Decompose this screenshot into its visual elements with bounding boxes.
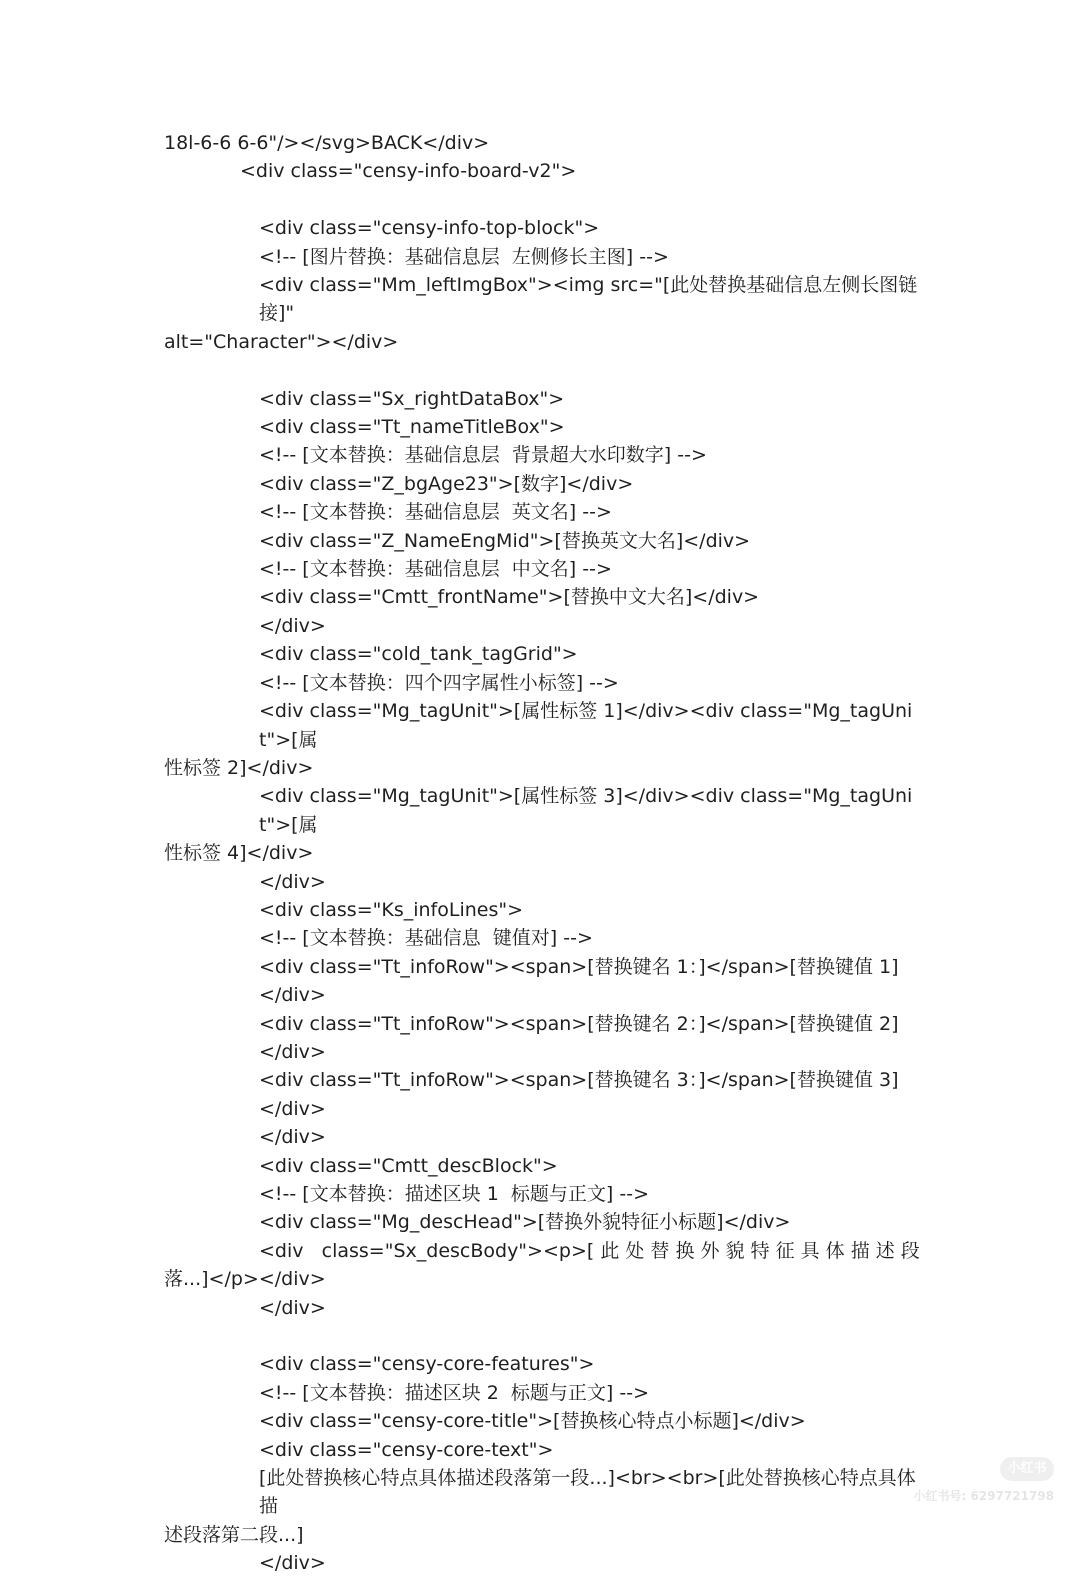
code-line: <div class="Mg_tagUnit">[属性标签 1]</div><div class="Mg_tagUnit">[属 xyxy=(259,700,913,751)
code-line: </div> xyxy=(259,1296,326,1319)
code-line-continuation: 性标签 4]</div> xyxy=(164,842,314,865)
code-line-continuation: 落...]</p></div> xyxy=(164,1268,326,1291)
code-comment-line: <!-- [文本替换：基础信息 键值对] --> xyxy=(259,927,593,950)
code-comment-line: <!-- [文本替换：基础信息层 中文名] --> xyxy=(259,558,612,581)
code-line: </div> xyxy=(259,870,326,893)
code-line: <div class="censy-core-features"> xyxy=(259,1353,595,1376)
code-line-continuation: alt="Character"></div> xyxy=(164,330,399,353)
code-line: </div> xyxy=(259,1126,326,1149)
code-line-continuation: 性标签 2]</div> xyxy=(164,756,314,779)
code-line: <div class="censy-core-text"> xyxy=(259,1438,554,1461)
blank-line xyxy=(164,1322,920,1350)
code-comment-line: <!-- [文本替换：基础信息层 背景超大水印数字] --> xyxy=(259,444,707,467)
code-line: [此处替换核心特点具体描述段落第一段...]<br><br>[此处替换核心特点具体描 xyxy=(259,1467,916,1518)
code-comment-line: <!-- [文本替换：描述区块 1 标题与正文] --> xyxy=(259,1183,649,1205)
code-line: 18l-6-6 6-6"/></svg>BACK</div> xyxy=(164,132,490,154)
code-line: <div class="Cmtt_descBlock"> xyxy=(259,1154,558,1177)
blank-line xyxy=(164,186,920,214)
code-line-continuation: 述段落第二段...] xyxy=(164,1523,304,1546)
code-comment-line: <!-- [文本替换：基础信息层 英文名] --> xyxy=(259,501,612,524)
code-line: </div> xyxy=(259,1552,326,1575)
xiaohongshu-watermark xyxy=(914,1457,1054,1504)
watermark-id: 小红书号: 6297721798 xyxy=(913,1489,1054,1503)
code-line: <div class="Cmtt_frontName">[替换中文大名]</div> xyxy=(259,586,760,609)
code-line: <div class="Mg_tagUnit">[属性标签 3]</div><div class="Mg_tagUnit">[属 xyxy=(259,785,913,836)
code-comment-line: <!-- [图片替换：基础信息层 左侧修长主图] --> xyxy=(259,245,669,268)
code-line: <div class="Mg_descHead">[替换外貌特征小标题]</div> xyxy=(259,1211,791,1234)
code-line: </div> xyxy=(259,614,326,637)
code-line: <div class="Sx_descBody"><p>[ 此 处 替 换 外 貌 特 征 具 体 描 述 段 xyxy=(259,1239,920,1262)
code-line: <div class="censy-info-top-block"> xyxy=(259,217,600,240)
code-line: <div class="Mm_leftImgBox"><img src="[此处替换基础信息左侧长图链接]" xyxy=(259,274,918,325)
code-line: <div class="Tt_infoRow"><span>[替换键名 2：]</span>[替换键值 2]</div> xyxy=(259,1012,899,1063)
code-line: <div class="censy-core-title">[替换核心特点小标题]</div> xyxy=(259,1410,806,1433)
code-line: <div class="censy-info-board-v2"> xyxy=(240,160,577,183)
xiaohongshu-logo: 小红书 xyxy=(1000,1457,1054,1481)
code-comment-line: <!-- [文本替换：四个四字属性小标签] --> xyxy=(259,671,619,694)
blank-line xyxy=(164,356,920,384)
code-comment-line: <!-- [文本替换：描述区块 2 标题与正文] --> xyxy=(259,1381,649,1404)
code-text-block xyxy=(164,129,920,1578)
code-line: <div class="Tt_infoRow"><span>[替换键名 1：]</span>[替换键值 1]</div> xyxy=(259,955,899,1007)
code-line: <div class="Tt_infoRow"><span>[替换键名 3：]</span>[替换键值 3]</div> xyxy=(259,1069,899,1120)
code-line: <div class="Tt_nameTitleBox"> xyxy=(259,416,565,439)
code-line: <div class="Z_bgAge23">[数字]</div> xyxy=(259,472,634,495)
code-line: <div class="Ks_infoLines"> xyxy=(259,898,524,921)
code-line: <div class="cold_tank_tagGrid"> xyxy=(259,643,578,666)
code-line: <div class="Z_NameEngMid">[替换英文大名]</div> xyxy=(259,529,751,552)
code-line: <div class="Sx_rightDataBox"> xyxy=(259,387,565,410)
